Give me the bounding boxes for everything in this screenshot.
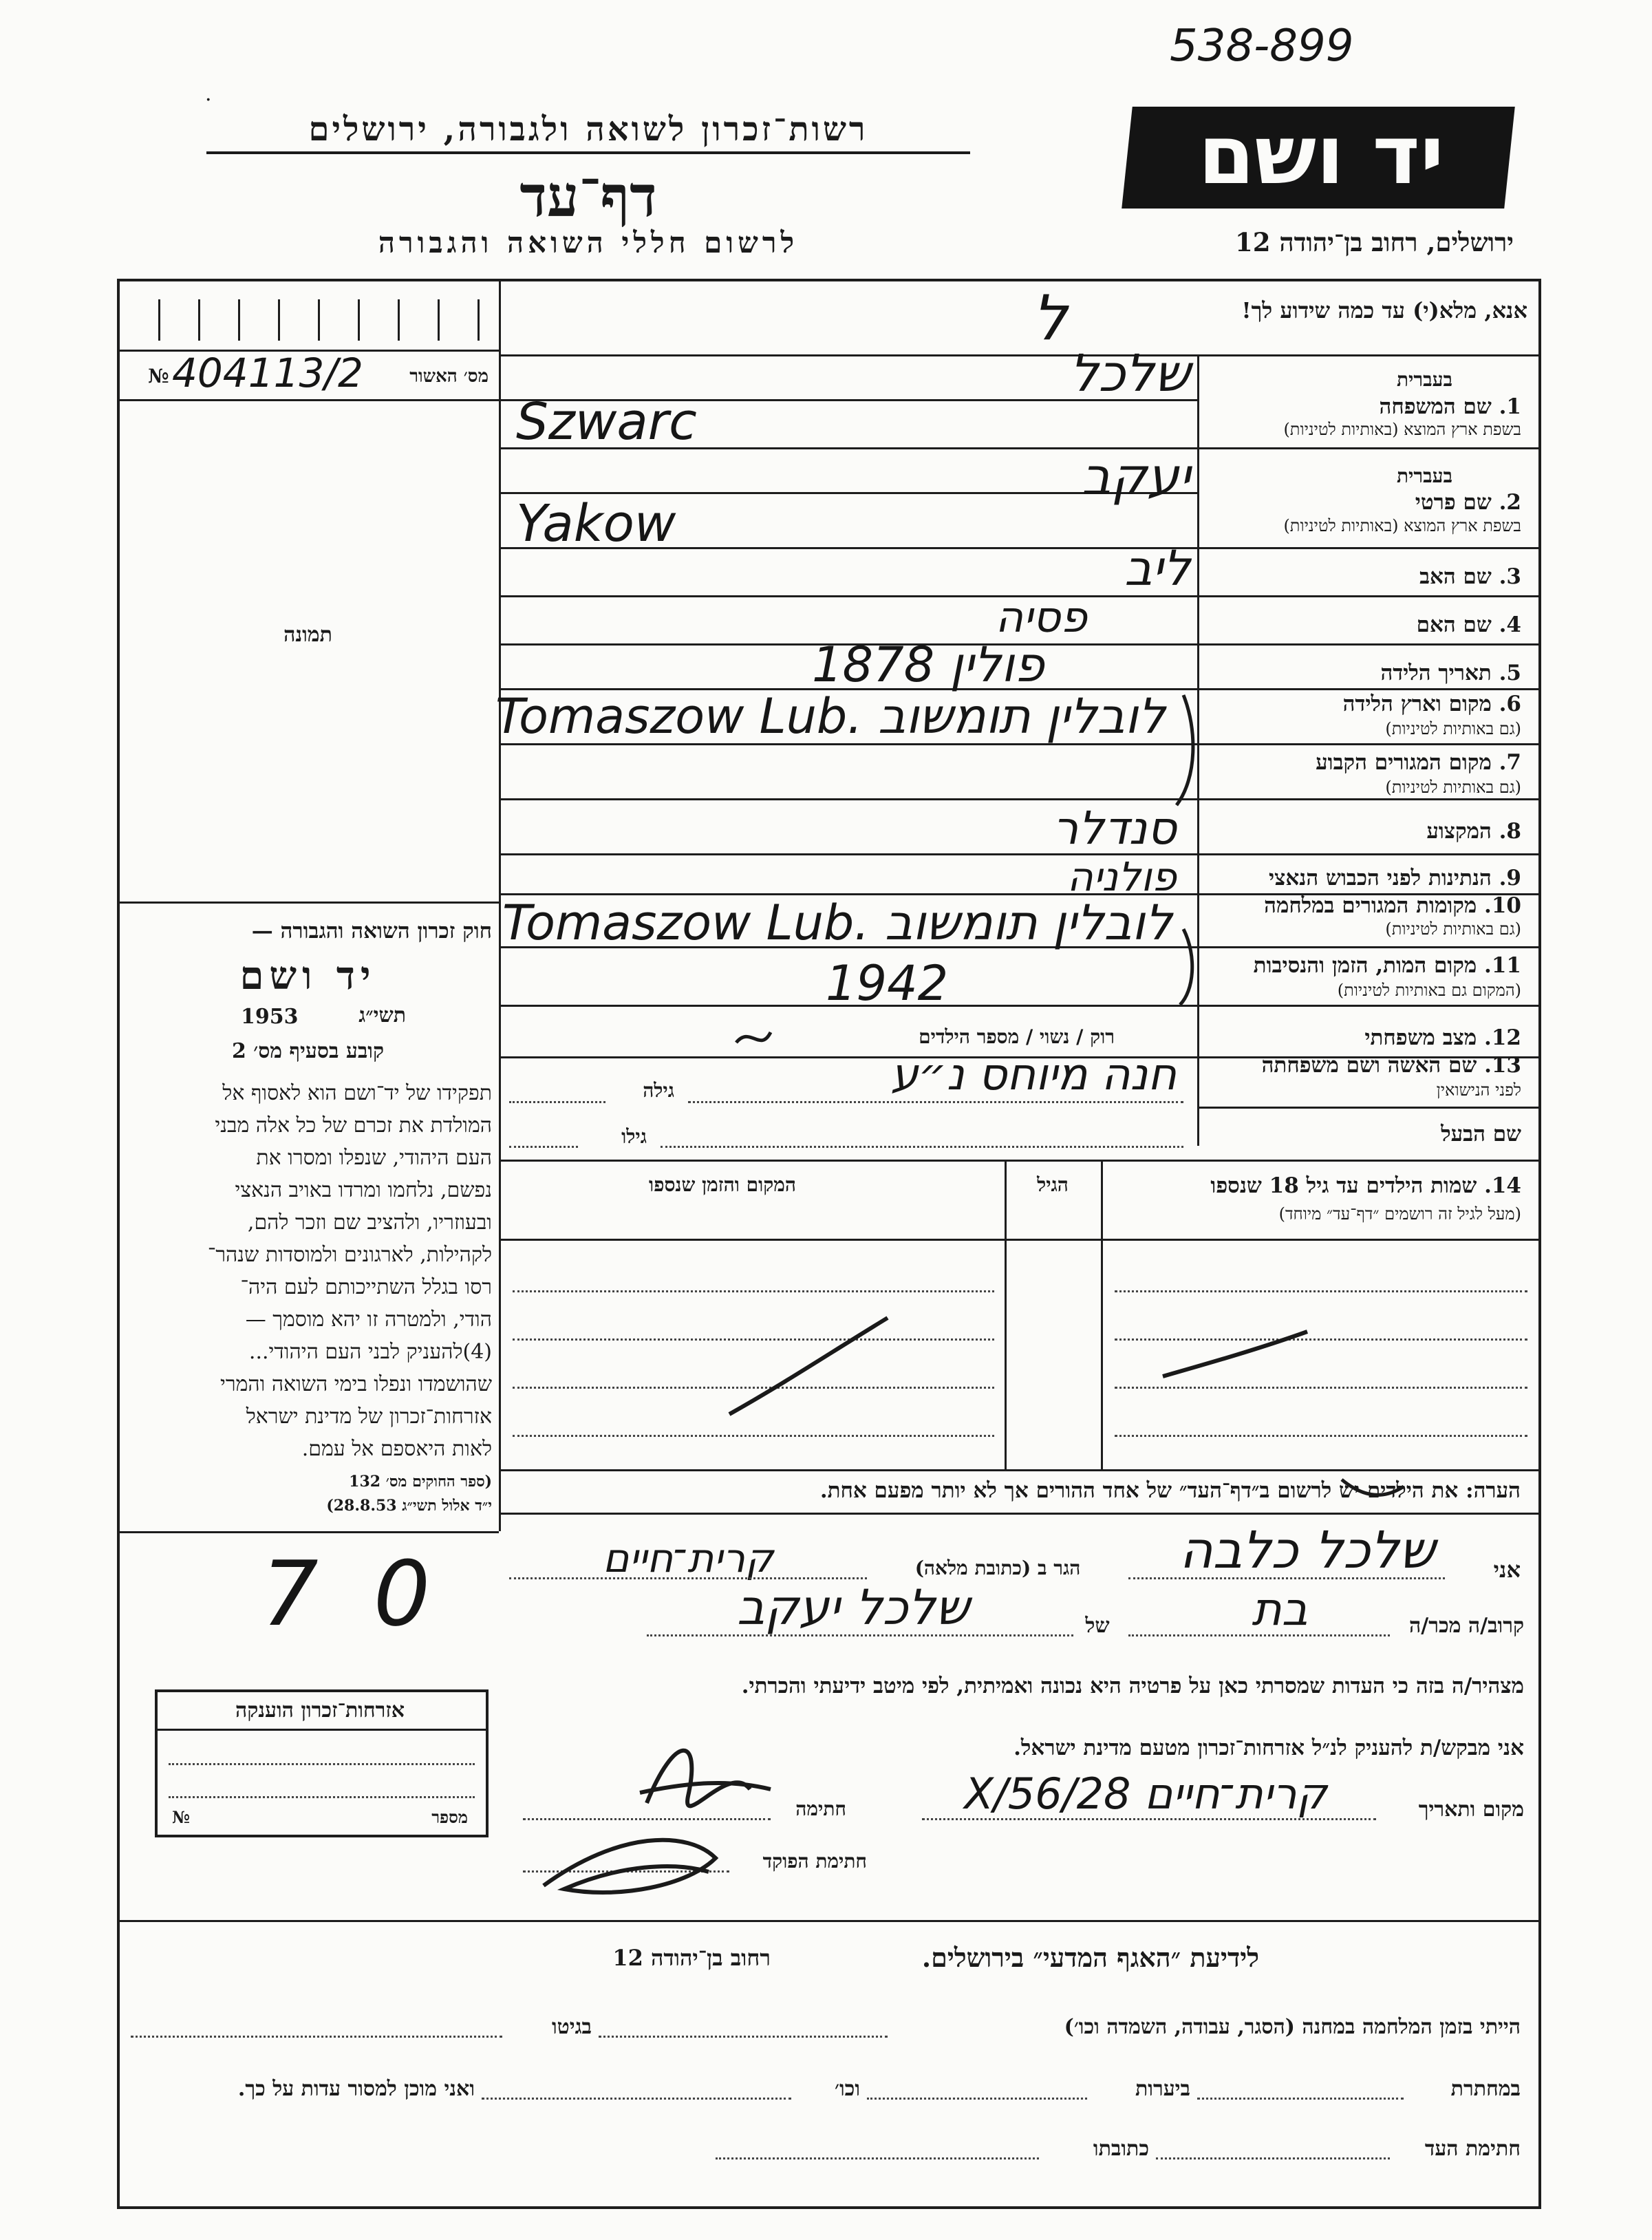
law-clause: קובע בסעיף מס׳ 2 — [231, 1039, 385, 1063]
law-reference-2: י״ד אלול תשי״ג 28.8.53) — [326, 1497, 492, 1515]
children-col-age: הגיל — [1037, 1173, 1069, 1196]
bracket-mark-2 — [1180, 929, 1192, 1005]
declarant-name: שלכל כלבה — [1179, 1521, 1435, 1580]
residing-label: הגר ב (כתובת מלאה) — [914, 1557, 1081, 1579]
children-col-place: המקום והזמן שנספו — [649, 1173, 796, 1196]
field-sub-death: (המקום גם באותיות לטיניות) — [1337, 981, 1521, 1000]
yad-vashem-logo-text: יד ושם — [1198, 107, 1444, 202]
law-name: יד ושם — [239, 953, 376, 999]
approval-label: מס׳ האשור — [409, 366, 489, 387]
declarant-address: קרית־חיים — [602, 1535, 774, 1581]
photo-label: תמונה — [283, 623, 332, 647]
handwritten-note-70: 70 — [261, 1542, 486, 1646]
field-label-father: 3. שם האב — [1419, 564, 1521, 589]
field-label-first-name: 2. שם פרטי — [1415, 490, 1521, 515]
field-label-marital: 12. מצב משפחתי — [1364, 1025, 1521, 1050]
birth-date-value: 1878 פולין — [812, 637, 1044, 693]
wife-age-label: גילה — [643, 1079, 674, 1102]
field-label-death: 11. מקום המות, הזמן והנסיבות — [1253, 953, 1521, 978]
instruction-text: אנא, מלא(י) עד כמה שידוע לך! — [1241, 297, 1527, 323]
field-sub-birth-place: (גם באותיות לטיניות) — [1385, 719, 1521, 738]
field-label-occupation: 8. המקצוע — [1426, 819, 1521, 844]
authority-name: רשות־זכרון לשואה ולגבורה, ירושלים — [206, 110, 970, 154]
footer-witness-signature: חתימת העד — [1424, 2137, 1521, 2161]
declaration-request: אני מבקש/ת להעניק לנ״ל אזרחות־זכרון מטעם מדינת ישראל. — [1013, 1736, 1524, 1760]
law-title: חוק זכרון השואה והגבורה — — [251, 919, 492, 943]
footer-line2-forests: ביערות — [1135, 2077, 1190, 2101]
children-sub: (מעל לגיל זה רושמים ״דף־עד״ מיוחד) — [1278, 1204, 1521, 1224]
first-name-hebrew-value: יעקב — [1081, 447, 1190, 506]
footer-line2-testimony: ואני מוכן למסור עדות על כך. — [237, 2077, 475, 2101]
field-sub-wartime-residence: (גם באותיות לטיניות) — [1385, 919, 1521, 939]
form-subtitle: לרשום חללי השואה והגבורה — [378, 226, 799, 259]
field-hebrew-tag-1: בעברית — [1396, 368, 1452, 391]
birth-place-value: Tomaszow Lub. לובלין תומשוב — [495, 688, 1166, 745]
field-label-birth-date: 5. תאריך הלידה — [1380, 661, 1521, 685]
handwritten-surname-top: ל — [1032, 282, 1068, 354]
footer-line2-underground: במחתרת — [1450, 2077, 1521, 2101]
relative-label: קרוב/ה מכר/ה — [1409, 1614, 1524, 1638]
signature-witness — [640, 1751, 771, 1806]
first-name-latin-value: Yakow — [516, 494, 676, 553]
note-strike — [1342, 1480, 1404, 1495]
declaration-statement: מצהיר/ה בזה כי העדות שמסרתי כאן על פרטיה היא נכונה ואמיתית, לפי מיטב ידיעתי והכרתי. — [741, 1674, 1524, 1698]
catalog-number: 538-899 — [1170, 21, 1354, 72]
place-date-value: קרית־חיים 28/X/56 — [964, 1769, 1327, 1819]
field-hebrew-tag-2: בעברית — [1396, 465, 1452, 487]
logo-address: ירושלים, רחוב בן־יהודה 12 — [1235, 227, 1514, 257]
wife-name-value: חנה מיוחס נ״ע — [890, 1049, 1177, 1100]
marital-options: רוק / נשוי / מספר הילדים — [919, 1025, 1115, 1048]
surname-latin-value: Szwarc — [516, 392, 697, 451]
footer-title: לידיעת ״האגף המדעי״ בירושלים. — [921, 1942, 1259, 1973]
relation-value: בת — [1252, 1583, 1308, 1636]
footer-address: רחוב בן־יהודה 12 — [612, 1945, 771, 1971]
field-label-mother: 4. שם האם — [1416, 612, 1521, 637]
note-text: הערה: את הילדים יש לרשום ב״דף־העד״ של אחד ההורים אך לא יותר מפעם אחת. — [819, 1478, 1521, 1503]
citizenship-no-sign: № — [172, 1807, 191, 1827]
surname-hebrew-value: שלכל — [1069, 344, 1190, 403]
form-title: דף־עד — [519, 164, 657, 230]
citizenship-number-label: מספר — [431, 1807, 468, 1827]
field-label-residence: 7. מקום המגורים הקבוע — [1316, 750, 1521, 775]
field-label-birth-place: 6. מקום וארץ הלידה — [1342, 692, 1521, 716]
field-label-wife: 13. שם האשה ושם משפחתה — [1261, 1053, 1521, 1078]
footer-line1-camp: הייתי בזמן המלחמה במחנה (הסגר, עבודה, השמדה וכו׳) — [1064, 2015, 1521, 2039]
speck: · — [205, 88, 212, 112]
law-year: 1953 — [241, 1005, 299, 1029]
children-label: 14. שמות הילדים עד גיל 18 שנספו — [1210, 1173, 1521, 1198]
field-label-husband: שם הבעל — [1441, 1122, 1521, 1146]
footer-line2-etc: וכו׳ — [835, 2077, 860, 2101]
husband-age-label: גילו — [621, 1125, 647, 1148]
signature-label: חתימה — [795, 1798, 846, 1820]
law-year-hebrew: תשי״ג — [358, 1003, 406, 1027]
signature-officer — [544, 1840, 716, 1892]
field-sub-surname: בשפת ארץ המוצא (באותיות לטיניות) — [1283, 420, 1521, 439]
law-reference-1: (ספר החוקים מס׳ 132 — [349, 1473, 492, 1491]
footer-line1-ghetto: בגיטו — [551, 2015, 592, 2039]
law-text: תפקידו של יד־ושם הוא לאסוף אל המולדת את זכרם של כל אלה מבני העם היהודי, שנפלו ומסרו את נפשם, נלחמו ומרדו באויב הנאצי ובעוזריו, ולהציב שם וזכר להם, לקהילות, לארגונים ולמוסדות שנהר־ רסו בגלל השתייכותם לעם היה־ הודי, ולמטרה זו יהא מוסמך — (4)להעניק לבני העם היהודי... שהושמדו ונפלו בימי השואה והמרי אזרחות־זכרון של מדינת ישראל לאות היאספם אל עמם. — [207, 1081, 492, 1461]
of-name-value: שלכל יעקב — [736, 1579, 970, 1636]
wartime-residence-value: Tomaszow Lub. לובלין תומשוב — [502, 895, 1172, 951]
field-label-nationality: 9. הנתינות לפני הכבוש הנאצי — [1269, 866, 1521, 890]
officer-signature-label: חתימת הפוקד — [762, 1850, 867, 1873]
approval-no-sign: № — [148, 365, 169, 387]
death-year-value: 1942 — [826, 955, 949, 1012]
occupation-value: סנדלר — [1052, 802, 1177, 855]
approval-number: 404113/2 — [172, 350, 363, 396]
nationality-value: פולניה — [1066, 853, 1177, 900]
dash-after-married — [736, 1032, 771, 1043]
children-strike-left — [729, 1318, 888, 1414]
mother-name-value: פסיה — [995, 592, 1087, 642]
footer-witness-address: כתובתו — [1093, 2137, 1149, 2161]
father-name-value: ליב — [1124, 540, 1190, 597]
place-date-label: מקום ותאריך — [1418, 1798, 1524, 1822]
bracket-mark — [1177, 695, 1193, 805]
field-label-surname: 1. שם המשפחה — [1379, 394, 1521, 419]
field-sub-wife: לפני הנישואין — [1436, 1080, 1521, 1100]
field-sub-first-name: בשפת ארץ המוצא (באותיות לטיניות) — [1283, 516, 1521, 535]
field-label-wartime-residence: 10. מקומות המגורים במלחמה — [1264, 893, 1521, 918]
of-label: של — [1085, 1614, 1110, 1638]
children-strike-right — [1163, 1332, 1307, 1376]
citizenship-box-title: אזרחות־זכרון הוענקה — [235, 1698, 405, 1722]
declaration-i-label: אני — [1493, 1557, 1521, 1583]
field-sub-residence: (גם באותיות לטיניות) — [1385, 778, 1521, 797]
